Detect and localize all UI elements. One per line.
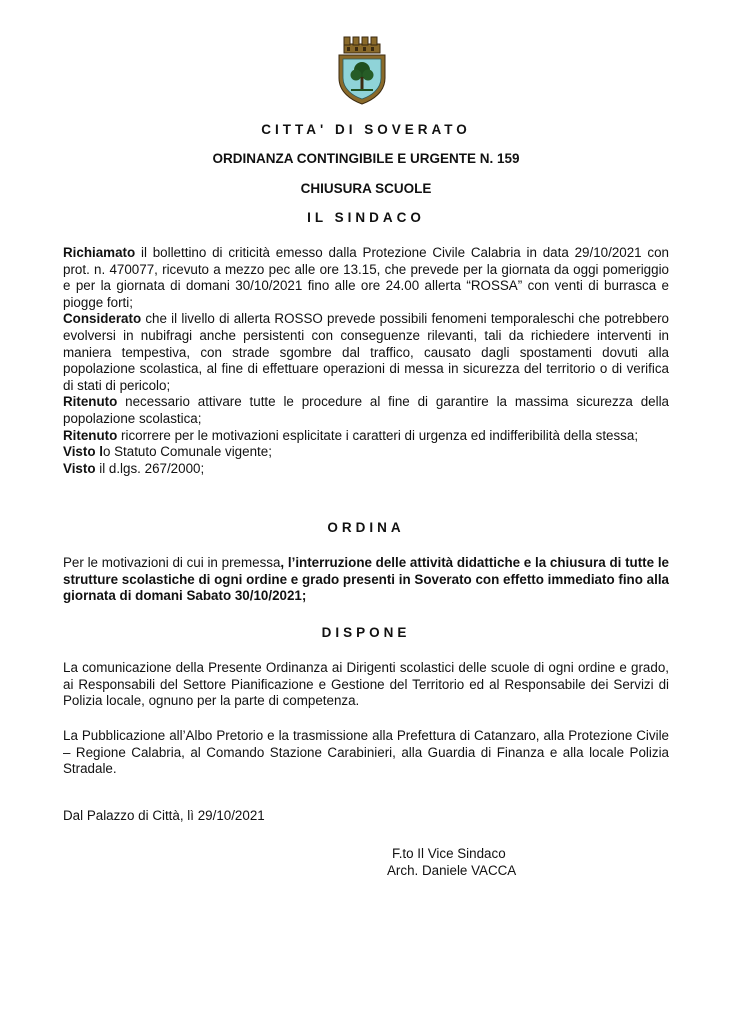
place-date: Dal Palazzo di Città, lì 29/10/2021 (63, 808, 265, 823)
signature-title: F.to Il Vice Sindaco (392, 846, 506, 861)
premise-paragraph (63, 311, 669, 394)
premise-paragraph (63, 394, 669, 427)
premise-paragraph (63, 461, 669, 478)
order-text: , l’interruzione delle attività didattiche e la chiusura di tutte le strutture scolastiche di ogni ordine e grado presenti in Soverato con effetto immediato fino alla giornata di domani Sabato 30/10/2021; (63, 555, 669, 604)
premise-text: il d.lgs. 267/2000; (95, 460, 205, 476)
premises-section (63, 245, 669, 477)
authority-title: IL SINDACO (307, 210, 425, 225)
premise-text: o Statuto Comunale vigente; (102, 444, 272, 460)
premise-text: che il livello di allerta ROSSO prevede possibili fenomeni temporaleschi che potrebbero evolversi in nubifragi anche persistenti con conseguenze rilevanti, tali da richiedere interventi in maniera tempestiva, con strade sgombre dal traffico, causato dagli spostamenti dovuti alla popolazione scolastica, al fine di effettuare operazioni di messa in sicurezza del territorio o di verifica di stati di pericolo; (63, 311, 669, 393)
premise-text: il bollettino di criticità emesso dalla Protezione Civile Calabria in data 29/10/2021 con prot. n. 470077, ricevuto a mezzo pec alle ore 13.15, che prevede per la giornata da oggi pomeriggio e per la giornata di domani 30/10/2021 fino alle ore 24.00 allerta “ROSSA” con venti di burrasca e piogge forti; (63, 245, 669, 310)
order-section (63, 555, 669, 605)
ordinance-title: ORDINANZA CONTINGIBILE E URGENTE N. 159 (212, 151, 520, 166)
city-name: CITTA' DI SOVERATO (261, 122, 471, 137)
premise-lead: Considerato (63, 311, 142, 327)
premise-paragraph (63, 428, 669, 445)
premise-lead: Richiamato (63, 245, 136, 260)
ordinance-subject: CHIUSURA SCUOLE (300, 181, 432, 196)
order-heading: ORDINA (327, 520, 405, 535)
premise-paragraph (63, 444, 669, 461)
premise-lead: Ritenuto (63, 427, 118, 443)
premise-text: necessario attivare tutte le procedure al fine di garantire la massima sicurezza della popolazione scolastica; (63, 394, 669, 426)
premise-lead: Visto l (63, 444, 103, 460)
premise-paragraph (63, 245, 669, 311)
premise-text: ricorrere per le motivazioni esplicitate i caratteri di urgenza ed indifferibilità della stessa; (117, 427, 639, 443)
dispose-paragraph-2: La Pubblicazione all’Albo Pretorio e la trasmissione alla Prefettura di Catanzaro, alla Protezione Civile – Regione Calabria, al Comando Stazione Carabinieri, alla Guardia di Finanza e alla locale Polizia Stradale. (63, 728, 669, 777)
signature-name: Arch. Daniele VACCA (387, 863, 517, 878)
order-intro: Per le motivazioni di cui in premessa (63, 555, 281, 570)
dispose-heading: DISPONE (321, 625, 411, 640)
premise-lead: Ritenuto (63, 394, 118, 410)
premise-lead: Visto (63, 460, 96, 476)
dispose-paragraph-1: La comunicazione della Presente Ordinanza ai Dirigenti scolastici delle scuole di ogni ordine e grado, ai Responsabili del Settore Pianificazione e Gestione del Territorio ed al Responsabile dei Servizi di Polizia locale, ognuno per la parte di competenza. (63, 660, 669, 709)
city-crest-logo (333, 34, 391, 106)
order-paragraph (63, 555, 669, 605)
